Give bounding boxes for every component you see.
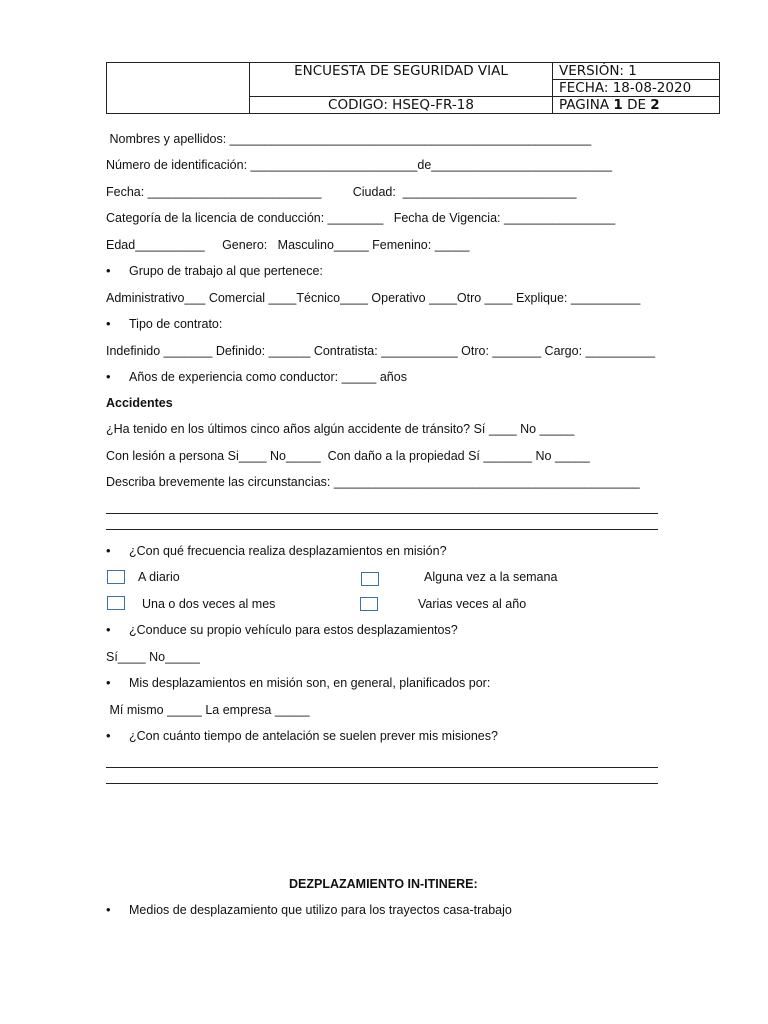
work-group-question: Grupo de trabajo al que pertenece: <box>129 264 323 278</box>
date-city-field[interactable]: Fecha: _________________________ Ciudad: _________________________ <box>106 185 577 199</box>
checkbox-daily[interactable] <box>107 570 125 584</box>
option-monthly-label: Una o dos veces al mes <box>142 597 276 611</box>
commute-heading: DEZPLAZAMIENTO IN-ITINERE: <box>289 877 478 891</box>
license-field[interactable]: Categoría de la licencia de conducción: ________ Fecha de Vigencia: ________________ <box>106 211 616 225</box>
date-cell: FECHA: 18-08-2020 <box>553 80 720 97</box>
planned-options[interactable]: Mí mismo _____ La empresa _____ <box>106 703 310 717</box>
page-label: PAGINA <box>559 97 610 113</box>
option-daily-label: A diario <box>138 570 180 584</box>
option-weekly-label: Alguna vez a la semana <box>424 570 558 584</box>
page-total: 2 <box>650 97 660 113</box>
logo-cell <box>107 63 250 114</box>
bullet: • <box>106 728 111 743</box>
experience-field[interactable]: Años de experiencia como conductor: _____ años <box>129 370 407 384</box>
bullet: • <box>106 543 111 558</box>
answer-line[interactable] <box>106 529 658 530</box>
version-cell: VERSIÓN: 1 <box>553 63 720 80</box>
page-cell <box>553 97 720 114</box>
answer-line[interactable] <box>106 513 658 514</box>
checkbox-yearly[interactable] <box>360 597 378 611</box>
id-number-field[interactable]: Número de identificación: ________________________de__________________________ <box>106 158 613 172</box>
contract-question: Tipo de contrato: <box>129 317 223 331</box>
advance-question: ¿Con cuánto tiempo de antelación se suelen prever mis misiones? <box>129 729 498 743</box>
checkbox-monthly[interactable] <box>107 596 125 610</box>
bullet: • <box>106 263 111 278</box>
bullet: • <box>106 902 111 917</box>
own-vehicle-options[interactable]: Sí____ No_____ <box>106 650 200 664</box>
names-field[interactable]: Nombres y apellidos: ____________________________________________________ <box>106 132 592 146</box>
page-of: DE <box>627 97 646 113</box>
circumstances-field[interactable]: Describa brevemente las circunstancias: ____________________________________________ <box>106 475 640 489</box>
bullet: • <box>106 675 111 690</box>
injury-damage-question[interactable]: Con lesión a persona Si____ No_____ Con daño a la propiedad Sí _______ No _____ <box>106 449 590 463</box>
answer-line[interactable] <box>106 767 658 768</box>
document-title: ENCUESTA DE SEGURIDAD VIAL <box>250 63 553 97</box>
own-vehicle-question: ¿Conduce su propio vehículo para estos desplazamientos? <box>129 623 458 637</box>
checkbox-weekly[interactable] <box>361 572 379 586</box>
page-current: 1 <box>613 97 623 113</box>
accident-question[interactable]: ¿Ha tenido en los últimos cinco años algún accidente de tránsito? Sí ____ No _____ <box>106 422 575 436</box>
document-header-table <box>106 62 720 114</box>
age-gender-field[interactable]: Edad__________ Genero: Masculino_____ Femenino: _____ <box>106 238 470 252</box>
planned-question: Mis desplazamientos en misión son, en general, planificados por: <box>129 676 491 690</box>
bullet: • <box>106 369 111 384</box>
bullet: • <box>106 622 111 637</box>
contract-options[interactable]: Indefinido _______ Definido: ______ Contratista: ___________ Otro: _______ Cargo: __________ <box>106 344 656 358</box>
option-yearly-label: Varias veces al año <box>418 597 527 611</box>
bullet: • <box>106 316 111 331</box>
answer-line[interactable] <box>106 783 658 784</box>
accidents-heading: Accidentes <box>106 396 173 410</box>
work-group-options[interactable]: Administrativo___ Comercial ____Técnico____ Operativo ____Otro ____ Explique: __________ <box>106 291 641 305</box>
frequency-question: ¿Con qué frecuencia realiza desplazamientos en misión? <box>129 544 447 558</box>
code-cell: CODIGO: HSEQ-FR-18 <box>250 97 553 114</box>
commute-means-question: Medios de desplazamiento que utilizo para los trayectos casa-trabajo <box>129 903 512 917</box>
